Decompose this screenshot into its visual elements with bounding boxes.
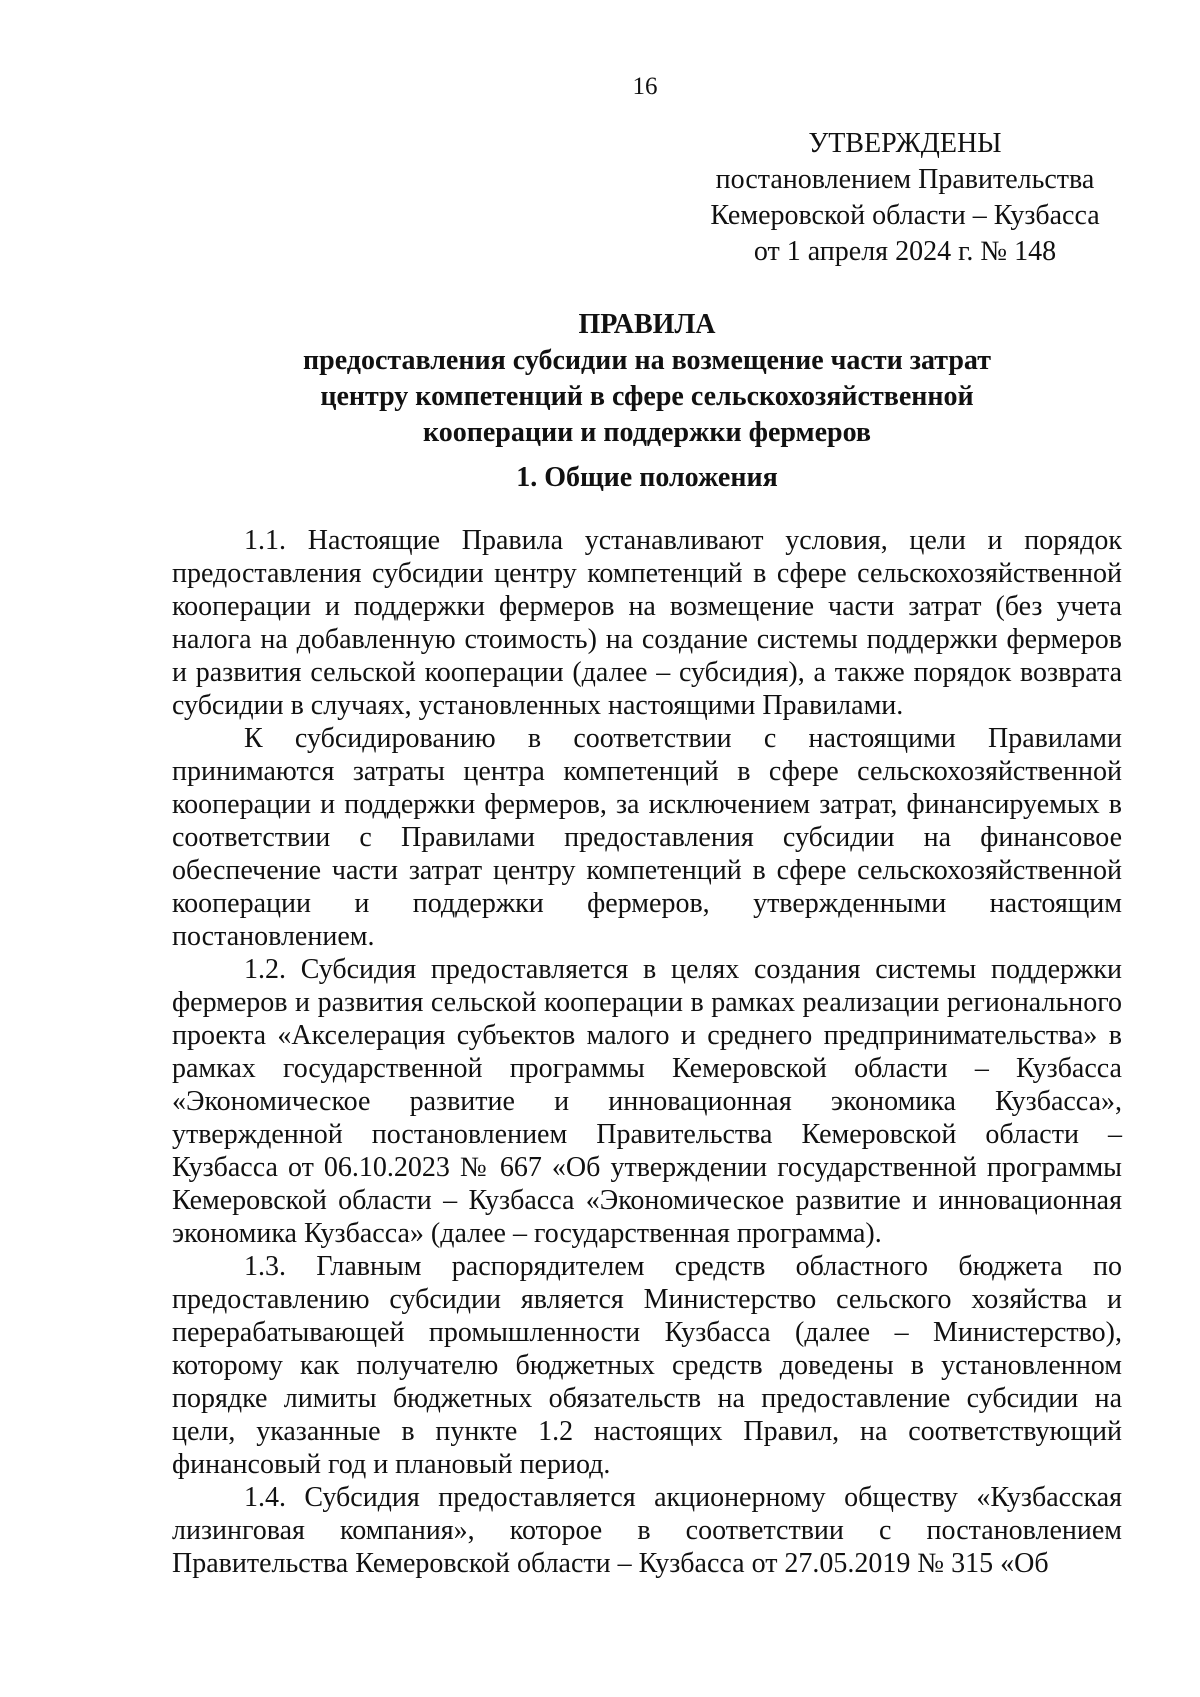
title-line-1: предоставления субсидии на возмещение части затрат [303, 345, 991, 376]
title-line-3: кооперации и поддержки фермеров [422, 417, 872, 448]
paragraph-1-1-subsidy-costs: К субсидированию в соответствии с настоящими Правилами принимаются затраты центра компетенций в сфере сельскохозяйственной кооперации и поддержки фермеров, за исключением затрат, финансируемых в соответствии с Правилами предоставления субсидии на финансовое обеспечение части затрат центру компетенций в сфере сельскохозяйственной кооперации и поддержки фермеров, утвержденными настоящим постановлением. [172, 723, 1122, 952]
document-body [172, 524, 1122, 1580]
paragraph-1-1: 1.1. Настоящие Правила устанавливают условия, цели и порядок предоставления субсидии центру компетенций в сфере сельскохозяйственной кооперации и поддержки фермеров на возмещение части затрат (без учета налога на добавленную стоимость) на создание системы поддержки фермеров и развития сельской кооперации (далее – субсидия), а также порядок возврата субсидии в случаях, установленных настоящими Правилами. [172, 525, 1122, 721]
paragraph-1-4: 1.4. Субсидия предоставляется акционерному обществу «Кузбасская лизинговая компания», которое в соответствии с постановлением Правительства Кемеровской области – Кузбасса от 27.05.2019 № 315 «Об [172, 1482, 1122, 1579]
approval-line-region: Кемеровской области – Кузбасса [710, 200, 1100, 231]
document-title [172, 307, 1122, 451]
approval-stamp-block [700, 126, 1110, 270]
approval-line-decree: постановлением Правительства [715, 164, 1095, 195]
paragraph-1-2: 1.2. Субсидия предоставляется в целях создания системы поддержки фермеров и развития сельской кооперации в рамках реализации регионального проекта «Акселерация субъектов малого и среднего предпринимательства» в рамках государственной программы Кемеровской области – Кузбасса «Экономическое развитие и инновационная экономика Кузбасса», утвержденной постановлением Правительства Кемеровской области – Кузбасса от 06.10.2023 № 667 «Об утверждении государственной программы Кемеровской области – Кузбасса «Экономическое развитие и инновационная экономика Кузбасса» (далее – государственная программа). [172, 954, 1122, 1249]
approval-line-date: от 1 апреля 2024 г. № 148 [753, 236, 1057, 267]
title-line-2: центру компетенций в сфере сельскохозяйственной [320, 381, 974, 412]
approval-line-approved: УТВЕРЖДЕНЫ [808, 128, 1002, 159]
section-heading-general: 1. Общие положения [516, 462, 778, 493]
paragraph-1-3: 1.3. Главным распорядителем средств областного бюджета по предоставлению субсидии является Министерство сельского хозяйства и перерабатывающей промышленности Кузбасса (далее – Министерство), которому как получателю бюджетных средств доведены в установленном порядке лимиты бюджетных обязательств на предоставление субсидии на цели, указанные в пункте 1.2 настоящих Правил, на соответствующий финансовый год и плановый период. [172, 1251, 1122, 1480]
page-number: 16 [632, 73, 658, 100]
title-heading: ПРАВИЛА [578, 309, 716, 340]
